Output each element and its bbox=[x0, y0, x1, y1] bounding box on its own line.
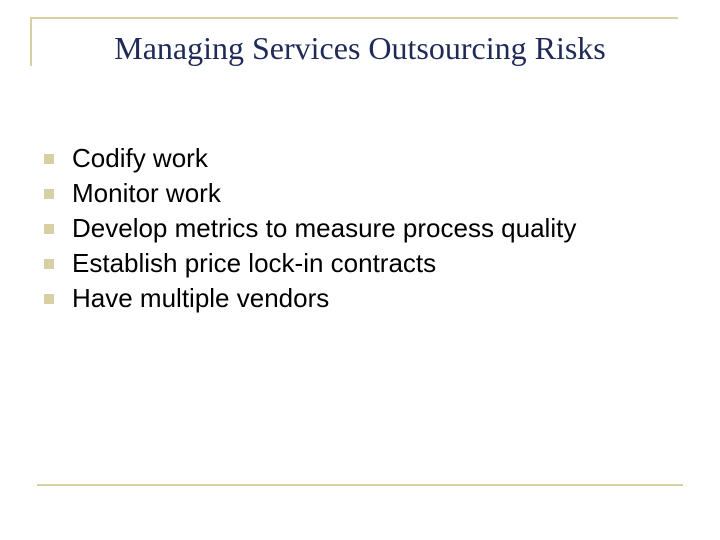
list-item bbox=[44, 211, 704, 246]
square-bullet-icon bbox=[44, 154, 54, 164]
bullet-text: Have multiple vendors bbox=[72, 283, 330, 313]
top-rule bbox=[30, 17, 678, 19]
square-bullet-icon bbox=[44, 259, 54, 269]
list-item bbox=[44, 281, 704, 316]
slide-title: Managing Services Outsourcing Risks bbox=[114, 30, 606, 66]
bottom-rule bbox=[37, 484, 683, 486]
bullet-text: Establish price lock-in contracts bbox=[72, 248, 437, 278]
square-bullet-icon bbox=[44, 294, 54, 304]
bullet-text: Monitor work bbox=[72, 178, 221, 208]
square-bullet-icon bbox=[44, 189, 54, 199]
square-bullet-icon bbox=[44, 224, 54, 234]
bullet-text: Codify work bbox=[72, 143, 208, 173]
bullet-list bbox=[44, 141, 704, 316]
list-item bbox=[44, 141, 704, 176]
list-item bbox=[44, 246, 704, 281]
bullet-text: Develop metrics to measure process quality bbox=[72, 213, 577, 243]
list-item bbox=[44, 176, 704, 211]
